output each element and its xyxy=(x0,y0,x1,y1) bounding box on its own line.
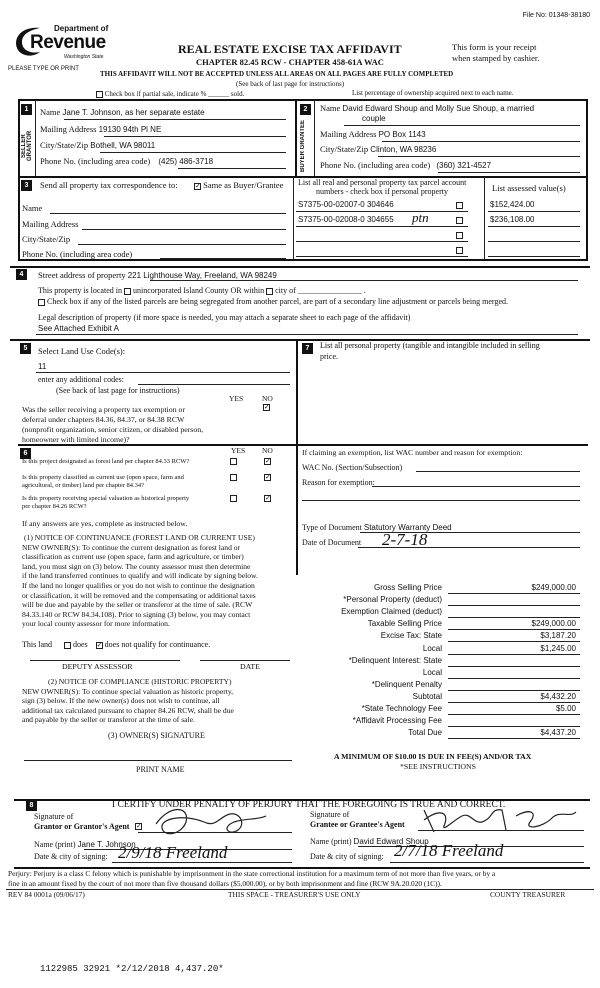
certify-statement: I CERTIFY UNDER PENALTY OF PERJURY THAT THE FOREGOING IS TRUE AND CORRECT. xyxy=(112,800,506,810)
parcel-3-checkbox[interactable] xyxy=(456,232,463,239)
section-3-badge: 3 xyxy=(21,180,32,191)
tax-row-line xyxy=(448,738,580,739)
county-treasurer-label: COUNTY TREASURER xyxy=(490,890,566,899)
corr-phone-label: Phone No. (including area code) xyxy=(22,249,133,259)
grantee-date-label: Date & city of signing: xyxy=(310,852,384,861)
grantor-name-label: Name (print) Jane T. Johnson xyxy=(34,840,136,849)
unincorporated-checkbox[interactable] xyxy=(124,288,131,295)
tax-row-label: *Affidavit Processing Fee xyxy=(352,716,442,726)
tax-row-value[interactable]: $4,437.20 xyxy=(540,728,576,738)
tax-row-label: Total Due xyxy=(408,728,442,738)
segregated-checkbox[interactable] xyxy=(38,299,45,306)
tax-row-label: *State Technology Fee xyxy=(361,704,442,713)
tax-row-line xyxy=(448,702,580,703)
seller-name[interactable]: Jane T. Johnson, as her separate estate xyxy=(62,108,205,117)
street-label: Street address of property 221 Lighthouse Way, Freeland, WA 98249 xyxy=(38,270,277,280)
seller-address[interactable]: 19130 94th Pl NE xyxy=(98,125,162,134)
parcel-4-checkbox[interactable] xyxy=(456,247,463,254)
assessed-value-2[interactable]: $236,108.00 xyxy=(490,215,535,224)
partial-sale-checkbox[interactable] xyxy=(96,91,103,98)
tax-row-line xyxy=(448,605,580,606)
land-qualify-line: This land does ✓ does not qualify for continuance. xyxy=(22,640,211,649)
washington-state-text: Washington State xyxy=(64,54,104,60)
buyer-phone[interactable]: (360) 321-4527 xyxy=(436,161,492,170)
tax-row-line xyxy=(448,666,580,667)
s5-yes-header: YES xyxy=(229,394,244,403)
seller-side-label: SELLER GRANTOR xyxy=(21,130,33,162)
forest-yes-checkbox[interactable] xyxy=(230,458,237,465)
legal-desc-label: Legal description of property (if more space is needed, you may attach a separate sheet to each page of the affidavit) xyxy=(38,313,411,322)
revision-code: REV 84 0001a (09/06/17) xyxy=(8,890,85,899)
grantor-sig-label-2: Grantor or Grantor's Agent xyxy=(34,822,130,831)
buyer-phone-label: Phone No. (including area code) (360) 321-4527 xyxy=(320,160,492,170)
parcel-2-checkbox[interactable] xyxy=(456,217,463,224)
tax-row-value[interactable]: $1,245.00 xyxy=(540,643,576,653)
does-checkbox[interactable] xyxy=(64,642,71,649)
tax-row-label: Excise Tax: State xyxy=(380,631,442,641)
segregated-text: Check box if any of the listed parcels are being segregated from another parcel, are part of a secondary line adjustment or parcels being merged. xyxy=(38,297,508,306)
exemption-question: Was the seller receiving a property tax exemption or deferral under chapters 84.36, 84.37, or 84.38 RCW (nonprofit organization, senior citizen, or disabled person, homeowner with limited income)? xyxy=(22,405,204,444)
section-5-badge: 5 xyxy=(20,343,31,354)
notice-of-compliance: (2) NOTICE OF COMPLIANCE (HISTORIC PROPERTY) NEW OWNER(S): To continue special valuation as historic property, sign (3) below. If the new owner(s) does not wish to continue, all additional tax calculated pursuant to chapter 84.26 RCW, shall be due and payable by the seller or transferor at the time of sale. xyxy=(22,677,234,725)
owner-signature-label: (3) OWNER(S) SIGNATURE xyxy=(108,731,205,740)
parcel-2-handwritten-note: ptn xyxy=(412,210,429,225)
buyer-address[interactable]: PO Box 1143 xyxy=(378,130,426,139)
grantee-date-city[interactable]: 2/7/18 Freeland xyxy=(394,841,504,860)
grantor-name[interactable]: Jane T. Johnson xyxy=(77,840,136,849)
dept-of-text: Department of xyxy=(54,24,109,33)
seller-phone[interactable]: (425) 486-3718 xyxy=(158,157,214,166)
parcel-1[interactable]: S7375-00-02007-0 304646 xyxy=(298,200,394,209)
see-instructions-note: *SEE INSTRUCTIONS xyxy=(400,762,477,771)
treasurer-use-label: THIS SPACE - TREASURER'S USE ONLY xyxy=(228,890,361,899)
tax-row-line xyxy=(448,726,580,727)
file-number: File No: 01348-38180 xyxy=(522,12,590,19)
cashier-stamp: 1122985 32921 *2/12/2018 4,437.20* xyxy=(40,964,224,974)
historic-yes-checkbox[interactable] xyxy=(230,495,237,502)
personal-property-label: List all personal property (tangible and intangible included in selling price. xyxy=(320,341,540,361)
buyer-city-label: City/State/Zip Clinton, WA 98236 xyxy=(320,144,437,154)
tax-row-label: *Delinquent Interest: State xyxy=(348,655,442,665)
seller-phone-label: Phone No. (including area code) (425) 486-3718 xyxy=(40,156,214,166)
land-use-label: Select Land Use Code(s): xyxy=(38,346,126,356)
perjury-text-1: Perjury: Perjury is a class C felony which is punishable by imprisonment in the state correctional institution for a maximum term of not more than five years, or by a xyxy=(8,869,496,878)
same-as-buyer-option[interactable]: ✓ Same as Buyer/Grantee xyxy=(195,180,284,190)
tax-row-line xyxy=(448,593,580,594)
dor-logo xyxy=(10,22,109,66)
corr-city-label: City/State/Zip xyxy=(22,234,71,244)
grantor-date-label: Date & city of signing: xyxy=(34,852,108,861)
historic-question: Is this property receiving special valuation as historical property per chapter 84.26 RCW? xyxy=(22,495,190,510)
seller-city-label: City/State/Zip Bothell, WA 98011 xyxy=(40,140,156,150)
buyer-city[interactable]: Clinton, WA 98236 xyxy=(370,145,437,154)
grantor-agent-checkbox[interactable]: ✓ xyxy=(136,822,142,830)
section-1-badge: 1 xyxy=(21,104,32,115)
tax-row-label: Gross Selling Price xyxy=(373,583,442,592)
tax-row-value[interactable]: $5.00 xyxy=(555,704,576,713)
located-text: This property is located in unincorporated Island County OR within city of ________________ . xyxy=(38,286,366,295)
tax-row-value[interactable]: $3,187.20 xyxy=(540,631,576,641)
tax-row-line xyxy=(448,629,580,630)
tax-row-value[interactable]: $249,000.00 xyxy=(531,619,576,629)
tax-row-line xyxy=(448,617,580,618)
tax-row-label: *Personal Property (deduct) xyxy=(343,595,442,605)
current-use-yes-checkbox[interactable] xyxy=(230,474,237,481)
buyer-name[interactable]: David Edward Shoup and Molly Sue Shoup, a married xyxy=(342,104,535,113)
deputy-assessor-label: DEPUTY ASSESSOR xyxy=(62,662,133,671)
s5-no-header: NO xyxy=(262,394,273,403)
does-not-checkbox[interactable]: ✓ xyxy=(96,640,103,649)
parcel-list-header-2: numbers - check box if personal property xyxy=(316,187,448,196)
receipt-line-1: This form is your receipt xyxy=(452,42,537,52)
parcel-1-checkbox[interactable] xyxy=(456,202,463,209)
reason-label: Reason for exemption: xyxy=(302,478,375,487)
forest-no-checkbox[interactable]: ✓ xyxy=(265,457,271,465)
tax-row-label: Taxable Selling Price xyxy=(367,619,442,629)
s6-no-header: NO xyxy=(262,446,273,455)
chapter-text: CHAPTER 82.45 RCW - CHAPTER 458-61A WAC xyxy=(196,57,384,67)
grantor-sig-label-1: Signature of xyxy=(34,812,74,821)
see-back-note: (See back of last page for instructions) xyxy=(236,80,345,88)
tax-row-label: Local xyxy=(422,643,442,653)
section-7-badge: 7 xyxy=(302,343,313,354)
grantee-sig-label-2: Grantee or Grantee's Agent xyxy=(310,820,405,829)
s6-yes-header: YES xyxy=(231,446,246,455)
doc-type-label: Type of Document Statutory Warranty Deed xyxy=(302,523,452,532)
grantor-date-city[interactable]: 2/9/18 Freeland xyxy=(118,843,228,862)
tax-row-value[interactable]: $249,000.00 xyxy=(531,583,576,592)
type-print-note: PLEASE TYPE OR PRINT xyxy=(8,66,79,72)
tax-row-line xyxy=(448,654,580,655)
tax-row-value[interactable]: $4,432.20 xyxy=(540,691,576,701)
tax-row-line xyxy=(448,714,580,715)
corr-address-label: Mailing Address xyxy=(22,219,79,229)
buyer-name-label: Name David Edward Shoup and Molly Sue Shoup, a married xyxy=(320,103,535,113)
legal-description[interactable]: See Attached Exhibit A xyxy=(38,324,119,333)
seller-name-label: Name Jane T. Johnson, as her separate estate xyxy=(40,107,205,117)
seller-address-label: Mailing Address 19130 94th Pl NE xyxy=(40,124,162,134)
doc-date-label: Date of Document xyxy=(302,538,362,547)
grantee-name[interactable]: David Edward Shoup xyxy=(353,837,429,846)
receipt-line-2: when stamped by cashier. xyxy=(452,53,540,63)
buyer-name-cont[interactable]: couple xyxy=(362,114,386,123)
tax-row-line xyxy=(448,641,580,642)
doc-type[interactable]: Statutory Warranty Deed xyxy=(363,523,452,532)
print-name-label: PRINT NAME xyxy=(136,765,185,774)
tax-row-label: Local xyxy=(422,667,442,677)
section-2-badge: 2 xyxy=(300,104,311,115)
parcel-2[interactable]: S7375-00-02008-0 304655 xyxy=(298,215,394,224)
minimum-fee-notice: A MINIMUM OF $10.00 IS DUE IN FEE(S) AND/OR TAX xyxy=(334,752,532,761)
warning-text: THIS AFFIDAVIT WILL NOT BE ACCEPTED UNLESS ALL AREAS ON ALL PAGES ARE FULLY COMPLETED xyxy=(100,70,454,78)
grantee-name-label: Name (print) David Edward Shoup xyxy=(310,837,429,846)
section5-see-back: (See back of last page for instructions) xyxy=(56,386,180,395)
section-8-badge: 8 xyxy=(26,800,37,811)
additional-codes-label: enter any additional codes: xyxy=(38,375,124,384)
deputy-date-label: DATE xyxy=(240,662,260,671)
street-address[interactable]: 221 Lighthouse Way, Freeland, WA 98249 xyxy=(127,271,277,280)
section-6-badge: 6 xyxy=(20,448,31,459)
tax-row-label: *Delinquent Penalty xyxy=(371,679,442,689)
doc-date[interactable]: 2-7-18 xyxy=(382,530,428,549)
tax-row-label: Exemption Claimed (deduct) xyxy=(341,607,442,617)
partial-sale-label: Check box if partial sale, indicate % ______ sold. xyxy=(96,90,244,98)
form-title: REAL ESTATE EXCISE TAX AFFIDAVIT xyxy=(178,42,402,56)
tax-row-line xyxy=(448,678,580,679)
parcel-list-header-1: List all real and personal property tax parcel account xyxy=(298,178,467,187)
perjury-text-2: fine in an amount fixed by the court of not more than five thousand dollars ($5,000.00), or by both imprisonment and fine (RCW 9A.20.020 (1C)). xyxy=(8,879,442,888)
exemption-no-checkbox[interactable]: ✓ xyxy=(264,403,270,411)
revenue-wordmark: Revenue xyxy=(30,32,106,53)
seller-city[interactable]: Bothell, WA 98011 xyxy=(90,141,156,150)
if-any-yes-text: If any answers are yes, complete as instructed below. xyxy=(22,519,188,528)
wac-claim-text: If claiming an exemption, list WAC number and reason for exemption: xyxy=(302,448,523,457)
city-of-checkbox[interactable] xyxy=(266,288,273,295)
tax-row-label: Subtotal xyxy=(412,691,442,701)
corr-name-label: Name xyxy=(22,203,43,213)
correspondence-label: Send all property tax correspondence to: xyxy=(40,180,178,190)
historic-no-checkbox[interactable]: ✓ xyxy=(265,494,271,502)
forest-land-question: Is this project designated as forest land per chapter 84.33 RCW? xyxy=(22,458,190,465)
grantor-signature-icon[interactable] xyxy=(150,804,270,840)
land-use-code[interactable]: 11 xyxy=(38,362,47,371)
assessed-value-1[interactable]: $152,424.00 xyxy=(490,200,535,209)
section-4-badge: 4 xyxy=(16,269,27,280)
tax-row-line xyxy=(448,690,580,691)
grantee-sig-label-1: Signature of xyxy=(310,810,350,819)
assessed-values-header: List assessed value(s) xyxy=(492,183,566,193)
same-as-buyer-checkbox[interactable]: ✓ xyxy=(195,181,201,190)
current-use-question: Is this property classified as current use (open space, farm and agricultural, or timber) land per chapter 84.34? xyxy=(22,474,184,489)
ownership-pct-note: List percentage of ownership acquired next to each name. xyxy=(352,89,514,97)
buyer-address-label: Mailing Address PO Box 1143 xyxy=(320,129,426,139)
notice-of-continuance: (1) NOTICE OF CONTINUANCE (FOREST LAND OR CURRENT USE) NEW OWNER(S): To continue the current designation as forest land or classification as current use (open space, farm and agriculture, or timber) land, you must sign on (3) below. The county assessor must then determine if the land transferred continues to qualify and will indicate by signing below. If the land no longer qualifies or you do not wish to continue the designation or classification, it will be removed and the compensating or additional taxes will be due and payable by the seller or transferor at the time of sale. (RCW 84.33.140 or RCW 84.34.108). Prior to signing (3) below, you may contact your local county assessor for more information. xyxy=(22,533,258,629)
wac-no-label: WAC No. (Section/Subsection) xyxy=(302,463,403,472)
buyer-side-label: BUYER GRANTEE xyxy=(300,119,306,172)
current-use-no-checkbox[interactable]: ✓ xyxy=(265,473,271,481)
